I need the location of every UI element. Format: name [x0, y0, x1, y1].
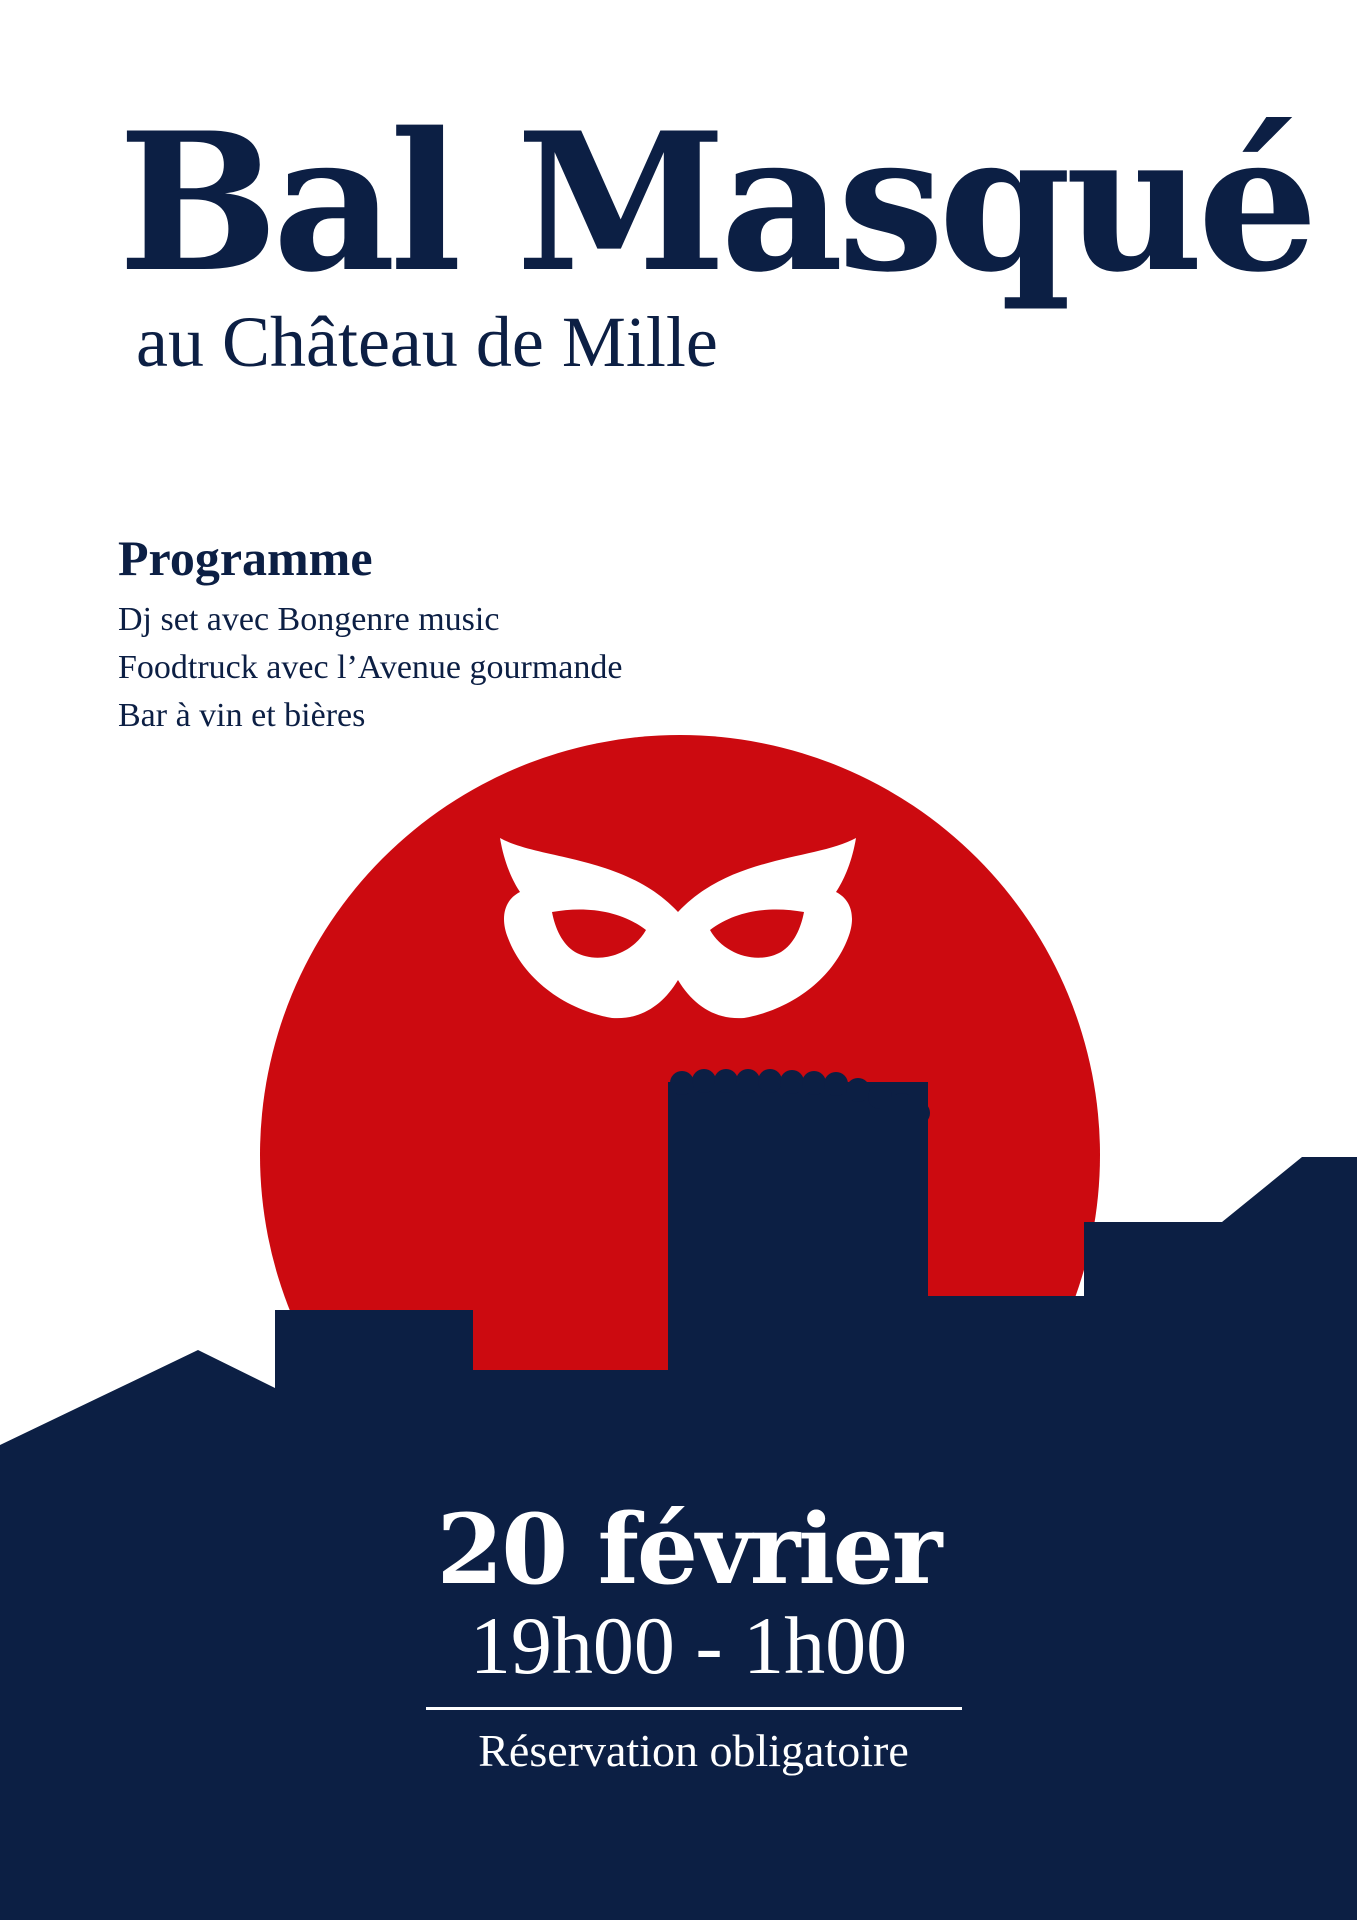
programme-item-dj: Dj set avec Bongenre music: [118, 600, 500, 638]
divider-line: [426, 1707, 962, 1710]
event-date: 20 février: [436, 1493, 941, 1606]
programme-item-foodtruck: Foodtruck avec l’Avenue gourmande: [118, 648, 623, 686]
poster-title: Bal Masqué: [118, 91, 1313, 314]
poster-subtitle: au Château de Mille: [136, 302, 718, 382]
programme-item-bar: Bar à vin et bières: [118, 696, 366, 734]
event-details: [0, 1493, 1357, 1776]
event-time: 19h00 - 1h00: [469, 1599, 908, 1691]
reservation-note: Réservation obligatoire: [478, 1724, 909, 1776]
programme-heading: Programme: [118, 530, 373, 586]
